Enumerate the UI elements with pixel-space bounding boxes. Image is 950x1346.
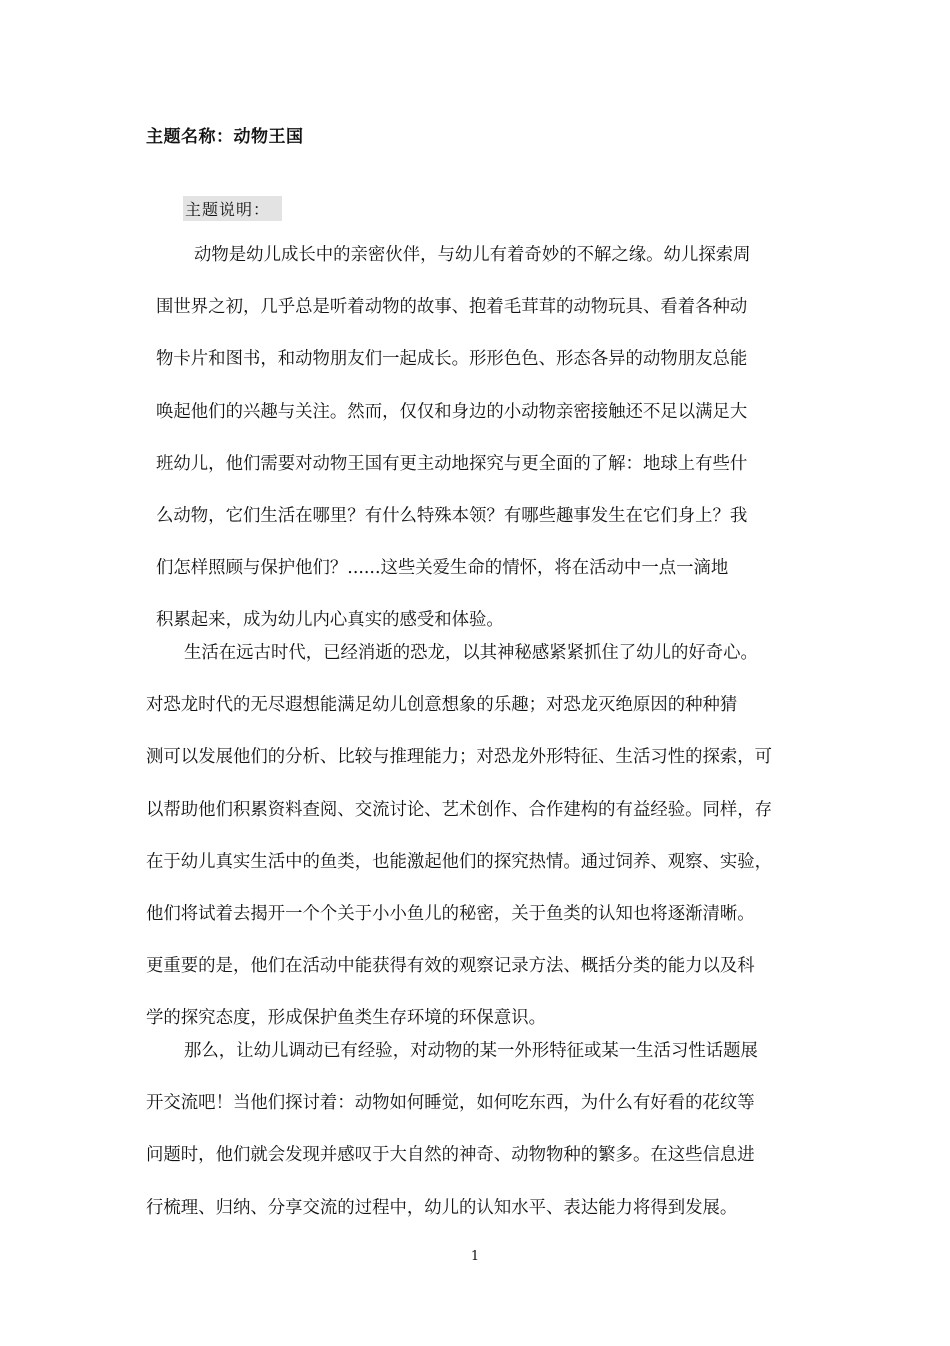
paragraph-line: 么动物，它们生活在哪里？有什么特殊本领？有哪些趣事发生在它们身上？我 <box>156 506 748 527</box>
paragraph-line: 物卡片和图书，和动物朋友们一起成长。形形色色、形态各异的动物朋友总能 <box>156 349 748 370</box>
paragraph-line: 行梳理、归纳、分享交流的过程中，幼儿的认知水平、表达能力将得到发展。 <box>146 1197 738 1218</box>
paragraph-1 <box>146 229 808 647</box>
paragraph-line: 唤起他们的兴趣与关注。然而，仅仅和身边的小动物亲密接触还不足以满足大 <box>156 401 748 422</box>
paragraph-3 <box>146 1025 808 1234</box>
paragraph-line: 班幼儿，他们需要对动物王国有更主动地探究与更全面的了解：地球上有些什 <box>156 453 748 474</box>
paragraph-line: 学的探究态度，形成保护鱼类生存环境的环保意识。 <box>146 1008 546 1029</box>
paragraph-line: 们怎样照顾与保护他们？......这些关爱生命的情怀，将在活动中一点一滴地 <box>156 558 729 579</box>
paragraph-line: 对恐龙时代的无尽遐想能满足幼儿创意想象的乐趣；对恐龙灭绝原因的种种猜 <box>146 695 738 716</box>
paragraph-line: 更重要的是，他们在活动中能获得有效的观察记录方法、概括分类的能力以及科 <box>146 956 755 977</box>
page-number: 1 <box>470 1249 480 1264</box>
paragraph-line: 在于幼儿真实生活中的鱼类，也能激起他们的探究热情。通过饲养、观察、实验， <box>146 851 773 872</box>
paragraph-line: 围世界之初，几乎总是听着动物的故事、抱着毛茸茸的动物玩具、看着各种动 <box>156 297 748 318</box>
paragraph-line: 他们将试着去揭开一个个关于小小鱼儿的秘密，关于鱼类的认知也将逐渐清晰。 <box>146 904 755 925</box>
paragraph-line: 生活在远古时代，已经消逝的恐龙，以其神秘感紧紧抓住了幼儿的好奇心。 <box>184 643 758 663</box>
paragraph-line: 动物是幼儿成长中的亲密伙伴，与幼儿有着奇妙的不解之缘。幼儿探索周 <box>194 245 751 265</box>
paragraph-2 <box>146 627 808 1045</box>
paragraph-line: 积累起来，成为幼儿内心真实的感受和体验。 <box>156 610 504 631</box>
section-label: 主题说明： <box>183 196 282 221</box>
paragraph-line: 测可以发展他们的分析、比较与推理能力；对恐龙外形特征、生活习性的探索，可 <box>146 747 773 768</box>
paragraph-line: 以帮助他们积累资料查阅、交流讨论、艺术创作、合作建构的有益经验。同样，存 <box>146 799 773 820</box>
document-title: 主题名称：动物王国 <box>146 127 304 147</box>
paragraph-line: 那么，让幼儿调动已有经验，对动物的某一外形特征或某一生活习性话题展 <box>184 1041 758 1061</box>
paragraph-line: 问题时，他们就会发现并感叹于大自然的神奇、动物物种的繁多。在这些信息进 <box>146 1145 755 1166</box>
paragraph-line: 开交流吧！当他们探讨着：动物如何睡觉，如何吃东西，为什么有好看的花纹等 <box>146 1093 755 1114</box>
